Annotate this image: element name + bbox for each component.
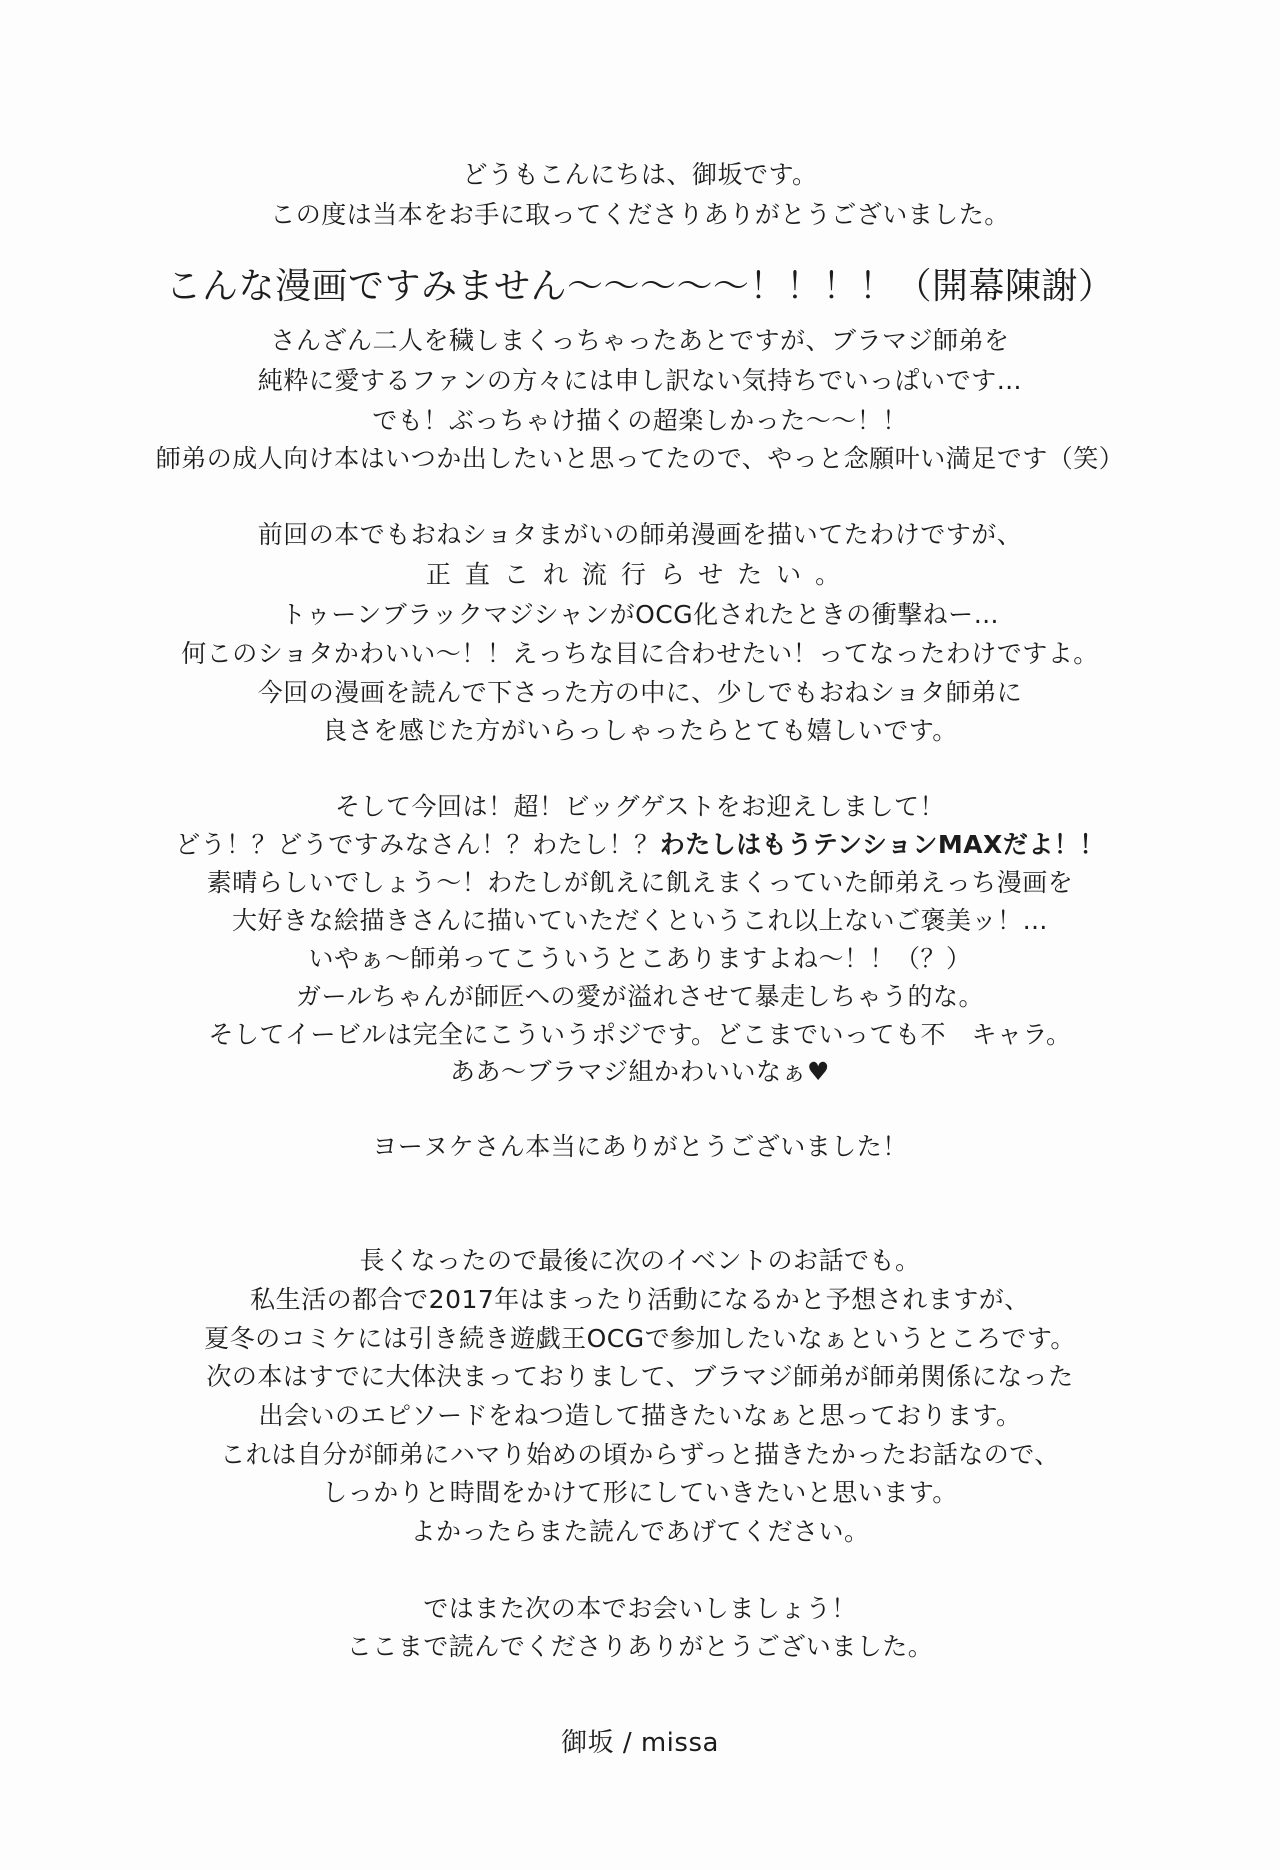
para3-line-1: そして今回は！超！ビッグゲストをお迎えしまして！ [334, 792, 945, 821]
para3-line-2 [0, 828, 1280, 862]
para2-line-6: 良さを感じた方がいらっしゃったらとても嬉しいです。 [322, 716, 958, 745]
para1-line-3: でも！ぶっちゃけ描くの超楽しかった～～！！ [372, 406, 908, 435]
para4-line-5: 出会いのエピソードをねつ造して描きたいなぁと思っております。 [258, 1401, 1022, 1430]
para4-line-3: 夏冬のコミケには引き続き遊戯王OCGで参加したいなぁというところです。 [204, 1324, 1076, 1353]
apology-heading: こんな漫画ですみません～～～～～！！！！（開幕陳謝） [165, 266, 1115, 307]
para4-line-2: 私生活の都合で2017年はまったり活動になるかと予想されますが、 [250, 1285, 1030, 1314]
para3-line-4: 大好きな絵描きさんに描いていただくというこれ以上ないご褒美ッ！… [231, 906, 1048, 935]
para4-line-7: しっかりと時間をかけて形にしていきたいと思います。 [322, 1478, 958, 1507]
para2-line-4: 何このショタかわいい～！！えっちな目に合わせたい！ってなったわけですよ。 [181, 639, 1099, 668]
para3-line-6: ガールちゃんが師匠への愛が溢れさせて暴走しちゃう的な。 [295, 982, 984, 1011]
tension-max-text: わたしはもうテンションMAXだよ！！ [659, 830, 1105, 859]
para1-line-4: 師弟の成人向け本はいつか出したいと思ってたので、やっと念願叶い満足です（笑） [155, 444, 1125, 473]
para3-line-5: いやぁ～師弟ってこういうとこありますよね～！！（？） [308, 944, 972, 973]
greeting-line-2: この度は当本をお手に取ってくださりありがとうございました。 [270, 200, 1010, 229]
para4-line-1: 長くなったので最後に次のイベントのお話でも。 [359, 1246, 921, 1275]
para1-line-1: さんざん二人を穢しまくっちゃったあとですが、ブラマジ師弟を [270, 326, 1010, 355]
para2-line-1: 前回の本でもおねショタまがいの師弟漫画を描いてたわけですが、 [257, 520, 1023, 549]
para4-line-8: よかったらまた読んであげてください。 [410, 1517, 870, 1546]
para3-line-2-part-a: どう！？どうですみなさん！？わたし！？ [175, 830, 660, 859]
para2-line-2: 正直これ流行らせたい。 [425, 560, 855, 589]
author-signature: 御坂 / missa [561, 1728, 719, 1758]
para2-line-3: トゥーンブラックマジシャンがOCG化されたときの衝撃ねー… [280, 600, 1000, 629]
closing-line-2: ここまで読んでくださりありがとうございました。 [346, 1632, 934, 1661]
guest-thanks-line: ヨーヌケさん本当にありがとうございました！ [372, 1132, 908, 1161]
para1-line-2: 純粋に愛するファンの方々には申し訳ない気持ちでいっぱいです… [257, 366, 1023, 395]
para4-line-4: 次の本はすでに大体決まっておりまして、ブラマジ師弟が師弟関係になった [206, 1362, 1074, 1391]
para3-line-3: 素晴らしいでしょう～！わたしが飢えに飢えまくっていた師弟えっち漫画を [206, 868, 1074, 897]
para2-line-5: 今回の漫画を読んで下さった方の中に、少しでもおねショタ師弟に [257, 678, 1023, 707]
greeting-line-1: どうもこんにちは、御坂です。 [462, 160, 818, 189]
para3-line-8: ああ～ブラマジ組かわいいなぁ♥ [450, 1057, 830, 1086]
para4-line-6: これは自分が師弟にハマり始めの頃からずっと描きたかったお話なので、 [220, 1440, 1060, 1469]
para3-line-7: そしてイービルは完全にこういうポジです。どこまでいっても不 キャラ。 [208, 1020, 1072, 1049]
closing-line-1: ではまた次の本でお会いしましょう！ [423, 1594, 857, 1623]
